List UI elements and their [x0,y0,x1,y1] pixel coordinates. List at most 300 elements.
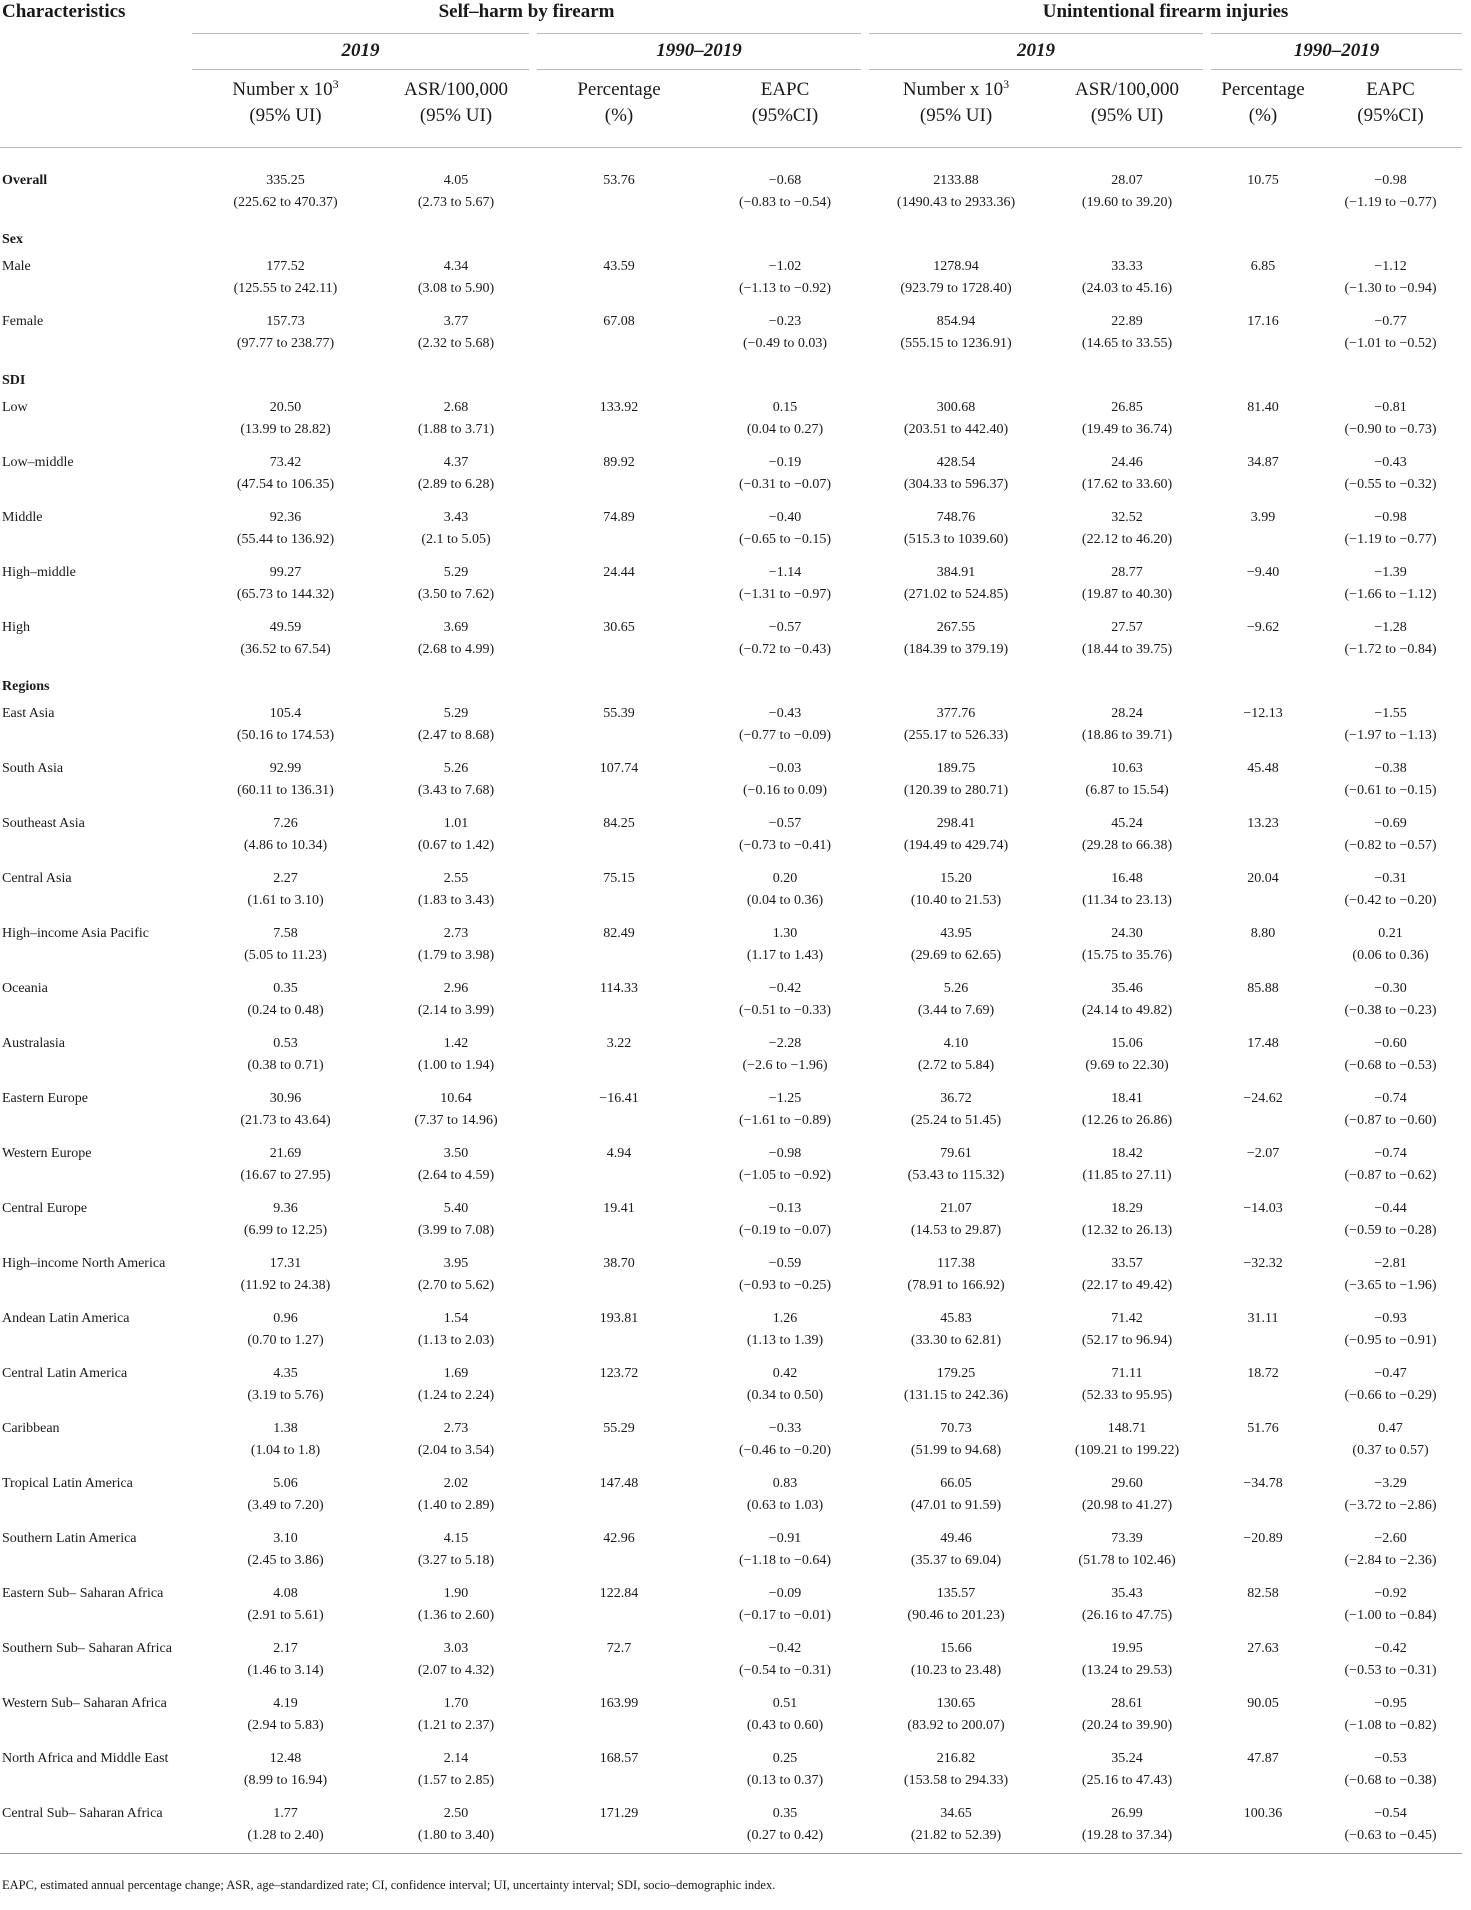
table-row-interval [0,333,1462,361]
interval-cell: (3.27 to 5.18) [417,1553,495,1568]
period-header-1990-2019-b: 1990–2019 [1207,33,1462,69]
estimate-cell: 8.80 [1250,926,1276,941]
interval-cell: (13.99 to 28.82) [240,422,331,437]
table-row [0,1138,1462,1165]
interval-cell [1207,529,1319,557]
period-header-2019-a: 2019 [192,33,533,69]
interval-cell: (555.15 to 1236.91) [900,336,1012,351]
table-row-interval [0,1605,1462,1633]
estimate-cell: −0.23 [768,314,802,329]
estimate-cell: 51.76 [1247,1421,1279,1436]
estimate-cell: 3.10 [273,1531,298,1546]
estimate-cell: 7.58 [273,926,298,941]
estimate-cell: 2.96 [443,981,469,996]
table-row [0,1303,1462,1330]
estimate-cell: 147.48 [599,1476,639,1491]
estimate-cell: 36.72 [940,1091,972,1106]
estimate-cell: 1.38 [273,1421,298,1436]
estimate-cell: 49.46 [940,1531,972,1546]
estimate-cell: 0.51 [772,1696,798,1711]
interval-cell: (203.51 to 442.40) [903,422,1009,437]
interval-cell [1207,725,1319,753]
header-spacer [0,69,192,147]
row-label-spacer [0,780,192,808]
interval-cell: (−3.65 to −1.96) [1344,1278,1437,1293]
interval-cell [1207,1605,1319,1633]
estimate-cell: 1.01 [443,816,469,831]
estimate-cell: 179.25 [936,1366,976,1381]
period-header-2019-b: 2019 [865,33,1207,69]
estimate-cell: 92.99 [269,761,302,776]
interval-cell [533,1275,705,1303]
column-header-subtitle: (95% UI) [1090,104,1164,126]
estimate-cell: 5.29 [443,706,469,721]
row-label-spacer [0,1550,192,1578]
estimate-cell: 0.35 [772,1806,798,1821]
interval-cell [1207,278,1319,306]
interval-cell [533,639,705,667]
estimate-cell: 4.05 [443,173,469,188]
interval-cell: (−0.42 to −0.20) [1344,893,1437,908]
estimate-cell: 1.30 [772,926,798,941]
interval-cell: (−0.54 to −0.31) [739,1663,832,1678]
interval-cell: (−1.61 to −0.89) [739,1113,832,1128]
estimate-cell: 0.96 [273,1311,298,1326]
interval-cell [1207,1165,1319,1193]
interval-cell: (1.79 to 3.98) [417,948,495,963]
estimate-cell: 105.4 [269,706,302,721]
estimate-cell: 71.11 [1111,1366,1143,1381]
interval-cell [1207,1660,1319,1688]
interval-cell: (15.75 to 35.76) [1081,948,1173,963]
estimate-cell: −0.60 [1374,1036,1407,1051]
row-label: Eastern Europe [2,1091,88,1106]
interval-cell: (2.91 to 5.61) [247,1608,324,1623]
estimate-cell: 18.29 [1111,1201,1143,1216]
interval-cell: (−0.68 to −0.38) [1344,1773,1437,1788]
interval-cell: (304.33 to 596.37) [903,477,1009,492]
interval-cell: (131.15 to 242.36) [903,1388,1009,1403]
estimate-cell: 35.43 [1111,1586,1143,1601]
interval-cell: (1.17 to 1.43) [746,948,824,963]
interval-cell: (17.62 to 33.60) [1081,477,1173,492]
estimate-cell: −2.60 [1374,1531,1407,1546]
interval-cell: (1.80 to 3.40) [379,1825,533,1853]
interval-cell [533,1330,705,1358]
interval-cell [1207,584,1319,612]
interval-cell: (1490.43 to 2933.36) [896,195,1016,210]
interval-cell [533,1385,705,1413]
column-header-title: Number x 10 [902,78,1004,100]
interval-cell: (19.28 to 37.34) [1047,1825,1207,1853]
estimate-cell: 90.05 [1247,1696,1279,1711]
estimate-cell: −0.93 [1374,1311,1407,1326]
table-row-interval [0,474,1462,502]
interval-cell: (19.87 to 40.30) [1081,587,1173,602]
interval-cell: (3.50 to 7.62) [417,587,495,602]
estimate-cell: −0.95 [1374,1696,1407,1711]
estimate-cell: −0.43 [768,706,802,721]
estimate-cell: 177.52 [266,259,305,274]
estimate-cell: −12.13 [1243,706,1283,721]
interval-cell [1207,1330,1319,1358]
interval-cell [533,1550,705,1578]
interval-cell: (2.94 to 5.83) [247,1718,324,1733]
interval-cell: (1.40 to 2.89) [417,1498,495,1513]
estimate-cell: 114.33 [600,981,638,996]
interval-cell [533,780,705,808]
interval-cell: (2.1 to 5.05) [421,532,491,547]
interval-cell [533,725,705,753]
table-row-interval [0,584,1462,612]
estimate-cell: 854.94 [936,314,976,329]
interval-cell: (3.49 to 7.20) [247,1498,324,1513]
row-label: Middle [2,510,43,525]
interval-cell: (194.49 to 429.74) [903,838,1009,853]
column-header-subtitle: (%) [1248,104,1278,126]
interval-cell: (2.14 to 3.99) [417,1003,495,1018]
estimate-cell: −0.31 [1374,871,1407,886]
interval-cell: (55.44 to 136.92) [236,532,335,547]
interval-cell: (0.63 to 1.03) [746,1498,824,1513]
estimate-cell: 4.10 [943,1036,969,1051]
interval-cell: (0.04 to 0.36) [746,893,824,908]
interval-cell: (1.04 to 1.8) [250,1443,321,1458]
row-label: Southern Latin America [2,1531,137,1546]
interval-cell: (−0.73 to −0.41) [739,838,832,853]
interval-cell: (−0.59 to −0.28) [1344,1223,1437,1238]
table-header [0,0,1462,147]
interval-cell: (−0.63 to −0.45) [1319,1825,1462,1853]
estimate-cell: 27.57 [1111,620,1143,635]
row-label-spacer [0,1330,192,1358]
interval-cell: (6.99 to 12.25) [243,1223,328,1238]
interval-cell: (3.19 to 5.76) [247,1388,324,1403]
table-row-interval [0,1055,1462,1083]
interval-cell: (3.43 to 7.68) [417,783,495,798]
interval-cell: (0.06 to 0.36) [1352,948,1429,963]
estimate-cell: −0.40 [768,510,802,525]
table-row-interval [0,1440,1462,1468]
estimate-cell: 28.77 [1111,565,1143,580]
estimate-cell: −1.55 [1374,706,1407,721]
row-label-spacer [0,1385,192,1413]
table-row [0,1248,1462,1275]
row-label: Western Europe [2,1146,92,1161]
interval-cell: (0.67 to 1.42) [417,838,495,853]
interval-cell: (12.26 to 26.86) [1081,1113,1173,1128]
interval-cell [1207,1385,1319,1413]
estimate-cell: 89.92 [603,455,635,470]
interval-cell: (−0.46 to −0.20) [739,1443,832,1458]
table-row-interval [0,1110,1462,1138]
interval-cell: (−0.68 to −0.53) [1344,1058,1437,1073]
row-label: Central Sub– Saharan Africa [2,1806,163,1821]
table-row [0,918,1462,945]
interval-cell [1207,1715,1319,1743]
row-label-spacer [0,278,192,306]
estimate-cell: −0.69 [1374,816,1407,831]
estimate-cell: 123.72 [599,1366,639,1381]
table-row [0,447,1462,474]
interval-cell: (78.91 to 166.92) [907,1278,1005,1293]
interval-cell [533,192,705,220]
column-header-exponent: 3 [332,76,339,91]
estimate-cell: −0.30 [1374,981,1407,996]
table-row [0,863,1462,890]
interval-cell [1207,1055,1319,1083]
column-header [192,69,379,147]
estimate-cell: 3.77 [443,314,469,329]
estimate-cell: −24.62 [1243,1091,1283,1106]
group-header-unintentional: Unintentional firearm injuries [865,0,1462,33]
interval-cell: (−1.01 to −0.52) [1344,336,1437,351]
estimate-cell: 3.22 [606,1036,632,1051]
table-row [0,147,1462,192]
row-label: Tropical Latin America [2,1476,133,1491]
interval-cell: (26.16 to 47.75) [1081,1608,1173,1623]
table-row-interval [0,1275,1462,1303]
interval-cell: (60.11 to 136.31) [237,783,334,798]
estimate-cell: −0.77 [1374,314,1407,329]
interval-cell: (923.79 to 1728.40) [900,281,1012,296]
interval-cell: (2.07 to 4.32) [417,1663,495,1678]
interval-cell: (−0.38 to −0.23) [1344,1003,1437,1018]
estimate-cell: 15.20 [940,871,972,886]
table-row-interval [0,1220,1462,1248]
estimate-cell: 26.99 [1111,1806,1143,1821]
estimate-cell: −0.92 [1374,1586,1407,1601]
column-header [533,69,705,147]
estimate-cell: −1.25 [768,1091,802,1106]
interval-cell: (1.36 to 2.60) [417,1608,495,1623]
table-row [0,251,1462,278]
table-row-interval [0,1000,1462,1028]
interval-cell: (10.40 to 21.53) [910,893,1002,908]
interval-cell: (33.30 to 62.81) [910,1333,1002,1348]
interval-cell: (25.16 to 47.43) [1081,1773,1173,1788]
interval-cell: (515.3 to 1039.60) [903,532,1009,547]
estimate-cell: 5.26 [443,761,469,776]
table-row [0,1028,1462,1055]
interval-cell: (−0.82 to −0.57) [1344,838,1437,853]
interval-cell: (−0.17 to −0.01) [739,1608,832,1623]
estimate-cell: −3.29 [1374,1476,1407,1491]
table-row [0,502,1462,529]
interval-cell [533,278,705,306]
estimate-cell: −0.42 [768,981,802,996]
estimate-cell: 1278.94 [933,259,979,274]
estimate-cell: −2.28 [768,1036,802,1051]
interval-cell: (19.49 to 36.74) [1081,422,1173,437]
interval-cell [533,474,705,502]
estimate-cell: −0.59 [768,1256,802,1271]
interval-cell [1207,1770,1319,1798]
estimate-cell: 428.54 [936,455,976,470]
estimate-cell: 267.55 [936,620,976,635]
row-label: High–income North America [2,1256,166,1271]
estimate-cell: 42.96 [603,1531,635,1546]
interval-cell: (−0.66 to −0.29) [1344,1388,1437,1403]
estimate-cell: 168.57 [599,1751,639,1766]
interval-cell: (20.98 to 41.27) [1081,1498,1173,1513]
estimate-cell: 17.31 [269,1256,302,1271]
estimate-cell: 15.66 [940,1641,972,1656]
estimate-cell: −1.12 [1374,259,1407,274]
row-label: Overall [2,173,48,188]
table-row-interval [0,639,1462,667]
interval-cell: (14.53 to 29.87) [910,1223,1002,1238]
interval-cell [1207,835,1319,863]
interval-cell: (1.46 to 3.14) [247,1663,324,1678]
interval-cell: (97.77 to 238.77) [236,336,335,351]
estimate-cell: −0.74 [1374,1091,1407,1106]
estimate-cell: 193.81 [599,1311,639,1326]
table-row-interval [0,1660,1462,1688]
interval-cell: (2.32 to 5.68) [417,336,495,351]
row-label-spacer [0,192,192,220]
interval-cell: (24.14 to 49.82) [1081,1003,1173,1018]
estimate-cell: 0.47 [1378,1421,1403,1436]
interval-cell: (−0.55 to −0.32) [1344,477,1437,492]
table-row-interval [0,1825,1462,1853]
estimate-cell: 12.48 [269,1751,302,1766]
row-label-spacer [0,419,192,447]
row-label-spacer [0,1770,192,1798]
estimate-cell: 107.74 [599,761,639,776]
interval-cell [1207,1220,1319,1248]
row-label: Western Sub– Saharan Africa [2,1696,167,1711]
interval-cell: (−3.72 to −2.86) [1344,1498,1437,1513]
interval-cell [1207,419,1319,447]
table-row [0,1193,1462,1220]
estimate-cell: −0.98 [768,1146,802,1161]
estimate-cell: 4.08 [273,1586,298,1601]
interval-cell: (−1.30 to −0.94) [1344,281,1437,296]
estimate-cell: −0.54 [1374,1806,1407,1821]
estimate-cell: 2.55 [443,871,469,886]
estimate-cell: 66.05 [940,1476,972,1491]
row-label-spacer [0,333,192,361]
interval-cell: (0.43 to 0.60) [746,1718,824,1733]
estimate-cell: 85.88 [1247,981,1279,996]
estimate-cell: 17.48 [1247,1036,1279,1051]
interval-cell: (1.13 to 2.03) [417,1333,495,1348]
interval-cell [1207,1495,1319,1523]
table-row-interval [0,835,1462,863]
section-label: Regions [2,679,50,694]
interval-cell: (2.72 to 5.84) [917,1058,995,1073]
row-label-spacer [0,835,192,863]
estimate-cell: −1.39 [1374,565,1407,580]
interval-cell: (47.54 to 106.35) [236,477,335,492]
estimate-cell: −32.32 [1243,1256,1283,1271]
estimate-cell: −1.14 [768,565,802,580]
estimate-cell: 81.40 [1247,400,1279,415]
interval-cell: (90.46 to 201.23) [907,1608,1005,1623]
table-row-interval [0,1330,1462,1358]
interval-cell: (29.28 to 66.38) [1081,838,1173,853]
column-header-subtitle: (95%CI) [1357,104,1424,126]
row-label: Low [2,400,28,415]
interval-cell [1207,945,1319,973]
interval-cell: (4.86 to 10.34) [243,838,328,853]
header-spacer [0,33,192,69]
estimate-cell: 20.50 [269,400,302,415]
estimate-cell: 117.38 [937,1256,975,1271]
interval-cell: (3.44 to 7.69) [917,1003,995,1018]
estimate-cell: 163.99 [599,1696,639,1711]
row-label-spacer [0,474,192,502]
table-body [0,147,1462,1853]
interval-cell: (−1.18 to −0.64) [739,1553,832,1568]
interval-cell: (−0.31 to −0.07) [739,477,832,492]
column-header-row [0,69,1462,147]
interval-cell: (−1.31 to −0.97) [739,587,832,602]
estimate-cell: 0.83 [772,1476,798,1491]
estimate-cell: 748.76 [936,510,976,525]
column-header [865,69,1047,147]
interval-cell [1207,1110,1319,1138]
interval-cell: (−0.65 to −0.15) [739,532,832,547]
estimate-cell: 6.85 [1250,259,1276,274]
table-row-interval [0,1165,1462,1193]
interval-cell: (−1.97 to −1.13) [1344,728,1437,743]
estimate-cell: 3.99 [1250,510,1276,525]
interval-cell: (0.70 to 1.27) [247,1333,324,1348]
estimate-cell: 53.76 [603,173,635,188]
interval-cell: (−0.61 to −0.15) [1344,783,1437,798]
table-row [0,1358,1462,1385]
estimate-cell: −0.44 [1374,1201,1407,1216]
estimate-cell: 15.06 [1111,1036,1143,1051]
interval-cell: (−0.49 to 0.03) [742,336,828,351]
interval-cell: (21.82 to 52.39) [865,1825,1047,1853]
estimate-cell: 2.73 [443,1421,469,1436]
estimate-cell: −0.91 [768,1531,802,1546]
interval-cell [533,1770,705,1798]
estimate-cell: −34.78 [1243,1476,1283,1491]
estimate-cell: −1.28 [1374,620,1407,635]
interval-cell: (10.23 to 23.48) [910,1663,1002,1678]
estimate-cell: 335.25 [266,173,305,188]
estimate-cell: 21.69 [269,1146,302,1161]
estimate-cell: 84.25 [603,816,635,831]
interval-cell: (2.04 to 3.54) [417,1443,495,1458]
estimate-cell: 2.27 [273,871,298,886]
estimate-cell: 70.73 [940,1421,972,1436]
interval-cell: (225.62 to 470.37) [233,195,338,210]
row-label-spacer [0,584,192,612]
estimate-cell: 216.82 [936,1751,976,1766]
row-label: Oceania [2,981,48,996]
estimate-cell: 3.43 [443,510,469,525]
estimate-cell: −0.57 [768,620,802,635]
estimate-cell: −2.07 [1246,1146,1280,1161]
estimate-cell: 33.33 [1111,259,1143,274]
interval-cell [533,1440,705,1468]
estimate-cell: 3.95 [443,1256,469,1271]
interval-cell [1207,1825,1319,1853]
estimate-cell: 2.17 [273,1641,298,1656]
row-label: Australasia [2,1036,65,1051]
table-row-interval [0,278,1462,306]
interval-cell [1207,890,1319,918]
table-row-interval [0,725,1462,753]
estimate-cell: −9.62 [1246,620,1280,635]
estimate-cell: 4.94 [606,1146,632,1161]
table-footnote: EAPC, estimated annual percentage change; ASR, age–standardized rate; CI, confidence interval; UI, uncertainty interval; SDI, socio–demographic index. [2,1878,776,1892]
